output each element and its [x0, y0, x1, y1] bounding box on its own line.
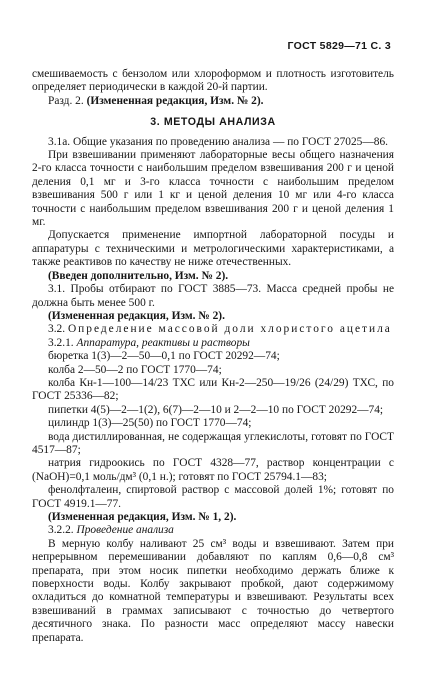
imported-equipment-paragraph: Допускается применение импортной лабораторной посуды и аппаратуры с техническими и метрологическими характеристиками, а также реактивов по качеству не ниже отечественных. [32, 229, 394, 269]
clause-number: 3.2. [48, 323, 66, 336]
procedure-paragraph: В мерную колбу наливают 25 см³ воды и взвешивают. Затем при непрерывном перемешивании добавляют по каплям 0,6—0,8 см³ препарата, при этом носик пипетки необходимо держать ближе к поверхности воды. Колбу закрывают пробкой, дают содержимому охладиться до комнатной температуры и взвешивают. Результаты всех взвешиваний в граммах записывают с точностью до четвертого десятичного знака. По разности масс определяют массу навески препарата. [32, 537, 394, 644]
clause-number: 3.2.2. [48, 524, 74, 537]
clause-heading: Определение массовой доли хлористого ацетила [67, 323, 392, 336]
clause-heading: Аппаратура, реактивы и растворы [76, 336, 250, 349]
list-item: цилиндр 1(3)—25(50) по ГОСТ 1770—74; [48, 417, 252, 430]
clause-3-1: 3.1. Пробы отбирают по ГОСТ 3885—73. Масса средней пробы не должна быть менее 500 г. [32, 283, 394, 309]
list-item: фенолфталеин, спиртовой раствор с массовой долей 1%; готовят по ГОСТ 4919.1—77. [32, 484, 394, 510]
amendment-note: (Измененная редакция, Изм. № 2). [86, 94, 264, 107]
clause-heading: Проведение анализа [76, 524, 174, 537]
amendment-note: (Измененная редакция, Изм. № 1, 2). [48, 511, 237, 523]
clause-3-2 [32, 323, 394, 336]
list-item: бюретка 1(3)—2—50—0,1 по ГОСТ 20292—74; [48, 350, 280, 363]
list-item: натрия гидроокись по ГОСТ 4328—77, раствор концентрации c (NaOH)=0,1 моль/дм³ (0,1 н.); готовят по ГОСТ 25794.1—83; [32, 457, 394, 483]
document-body [32, 68, 394, 645]
clause-number: 3.2.1. [48, 336, 74, 349]
amendment-note: (Измененная редакция, Изм. № 2). [48, 309, 225, 322]
paragraph-continued: смешиваемость с бензолом или хлороформом и плотность изготовитель определяет периодически в каждой 20-й партии. [32, 68, 394, 94]
section-2-note [32, 95, 394, 108]
clause-3-2-2 [32, 524, 394, 537]
page-header: ГОСТ 5829—71 С. 3 [287, 40, 391, 52]
amendment-note: (Введен дополнительно, Изм. № 2). [48, 269, 229, 282]
section-2-ref: Разд. 2. [48, 94, 84, 107]
list-item: пипетки 4(5)—2—1(2), 6(7)—2—10 и 2—2—10 по ГОСТ 20292—74; [48, 403, 384, 416]
section-title: 3. МЕТОДЫ АНАЛИЗА [150, 116, 276, 129]
clause-3-1a: 3.1а. Общие указания по проведению анализа — по ГОСТ 27025—86. [48, 135, 389, 148]
weighing-paragraph: При взвешивании применяют лабораторные весы общего назначения 2-го класса точности с наибольшим пределом взвешивания 200 г и ценой деления 0,1 мг и 3-го класса точности с наибольшим пределом взвешивания 500 г или 1 кг и ценой деления 10 мг или 4-го класса точности с наибольшим пределом взвешивания 200 г и ценой деления 1 мг. [32, 149, 394, 229]
list-item: колба 2—50—2 по ГОСТ 1770—74; [48, 363, 222, 376]
clause-3-2-1 [32, 337, 394, 350]
list-item: вода дистиллированная, не содержащая углекислоты, готовят по ГОСТ 4517—87; [32, 430, 394, 456]
list-item: колба Кн-1—100—14/23 ТХС или Кн-2—250—19/26 (24/29) ТХС, по ГОСТ 25336—82; [32, 376, 394, 403]
